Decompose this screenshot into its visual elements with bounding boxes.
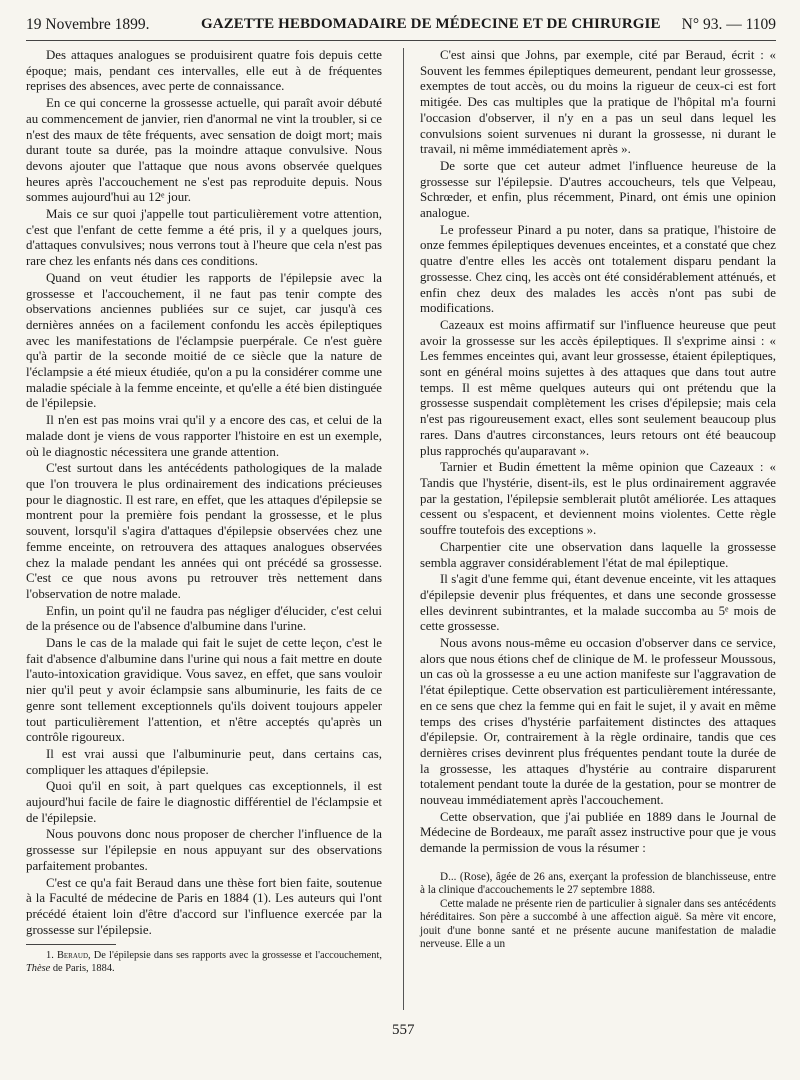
paragraph: Il n'en est pas moins vrai qu'il y a encore des cas, et celui de la malade dont je viens de vous rapporter l'histoire en est un exemple, où le diagnostic nécessitera une grande attention. (26, 413, 382, 459)
issue-number: N° 93. — 1109 (681, 16, 776, 33)
paragraph: En ce qui concerne la grossesse actuelle, qui paraît avoir débuté au commencement de janvier, rien d'anormal ne vint la troubler, si ce n'est des maux de tête fréquents, avec sensation de doigt mort; mais durant toute sa durée, pas la moindre attaque convulsive. Nous devons ajouter que l'attaque que nous avons observée quelques heures après l'accouchement ne s'est pas reproduite depuis. Nous sommes aujourd'hui au 12ᵉ jour. (26, 96, 383, 205)
footnote-marker: 1. (46, 950, 54, 962)
paragraph: Cazeaux est moins affirmatif sur l'influence heureuse que peut avoir la grossesse sur les accès épileptiques. Il s'exprime ainsi : « Les femmes enceintes qui, avant leur grossesse, étaient épileptiques, sont en général moins sujettes à des attaques que dans tout autre temps. Il est même quelques auteurs qui ont prétendu que la grossesse suspendait complètement les crises d'épilepsie; mais cela n'est pas rigoureusement exact, elles sont seulement beaucoup plus rares. Dans d'autres circonstances, leurs retours ont été beaucoup plus rapprochés qu'auparavant ». (420, 317, 776, 458)
paragraph: Quoi qu'il en soit, à part quelques cas exceptionnels, il est aujourd'hui facile de faire le diagnostic différentiel de l'éclampsie et de l'épilepsie. (26, 779, 382, 825)
paragraph: Il s'agit d'une femme qui, étant devenue enceinte, vit les attaques d'épilepsie devenir plus fréquentes, et dans une seconde grossesse elles devinrent subintrantes, et la malade succomba au 5ᵉ mois de cette grossesse. (420, 572, 776, 634)
right-column (420, 48, 776, 951)
paragraph: Dans le cas de la malade qui fait le sujet de cette leçon, c'est le fait d'absence d'albumine dans l'urine qui nous a fait mettre en doute l'auto-intoxication gravidique. Vous savez, en effet, que sans vouloir nier qu'il peut y avoir éclampsie sans albuminurie, les faits de ce genre sont tellement exceptionnels qu'ils doivent toujours appeler tout particulièrement l'attention, et n'être acceptés qu'après un contrôle rigoureux. (26, 636, 382, 745)
paragraph: De sorte que cet auteur admet l'influence heureuse de la grossesse sur l'épilepsie. D'autres accoucheurs, tels que Velpeau, Schrœder, et enfin, plus récemment, Pinard, ont émis une opinion analogue. (420, 158, 776, 221)
paragraph: Tarnier et Budin émettent la même opinion que Cazeaux : « Tandis que l'hystérie, disent-ils, est le plus ordinairement aggravée par la gestation, l'épilepsie semblerait plutôt améliorée. Les attaques cessent ou s'espacent, et deviennent moins violentes. Cette règle souffre toutefois des exceptions ». (420, 460, 776, 538)
paragraph: Enfin, un point qu'il ne faudra pas négliger d'élucider, c'est celui de la présence ou de l'absence d'albumine dans l'urine. (26, 603, 382, 634)
paragraph: Des attaques analogues se produisirent quatre fois depuis cette époque; mais, pendant ces intervalles, elle eut à de fréquentes reprises des absences, avec perte de connaissance. (26, 48, 382, 94)
left-column (26, 48, 382, 975)
journal-title: GAZETTE HEBDOMADAIRE DE MÉDECINE ET DE CHIRURGIE (201, 16, 661, 32)
paragraph: Mais ce sur quoi j'appelle tout particulièrement votre attention, c'est que l'enfant de cette femme a été pris, il y a quelques jours, d'attaques convulsives; nous verrons tout à l'heure que cela n'est pas rare chez les enfants nés dans ces conditions. (26, 207, 382, 269)
case-paragraph: Cette malade ne présente rien de particulier à signaler dans ses antécédents héréditaires. Son père a succombé à une affection aiguë. Sa mère vit encore, jouit d'une bonne santé et ne présente aucune manifestation de maladie nerveuse. Elle a un (420, 898, 776, 950)
paragraph: C'est surtout dans les antécédents pathologiques de la malade que l'on trouvera le plus ordinairement des indications précieuses pour le diagnostic. Il est rare, en effet, que les attaques d'épilepsie se montrent pour la première fois pendant la grossesse, et le plus souvent, lorsqu'il s'agira d'attaques d'épilepsie observées chez une femme enceinte, on retrouvera des attaques analogues observées chez la malade pendant les années qui ont précédé sa grossesse. C'est ce que nous avons pu retrouver très nettement dans l'observation de notre malade. (26, 461, 382, 601)
footnote-author: Beraud, (56, 950, 91, 962)
header-date: 19 Novembre 1899. (26, 16, 150, 33)
paragraph: Le professeur Pinard a pu noter, dans sa pratique, l'histoire de onze femmes épileptiques devenues enceintes, et a constaté que chez quatre d'entre elles les accès ont totalement disparu pendant la grossesse. Chez cinq, les accès ont été considérablement atténués, et enfin chez deux des malades les accès n'ont pas subi de modifications. (420, 222, 776, 316)
header-rule (26, 40, 776, 41)
paragraph: Nous pouvons donc nous proposer de chercher l'influence de la grossesse sur l'épilepsie en nous appuyant sur des observations parfaitement probantes. (26, 827, 382, 873)
footnote-end: de Paris, 1884. (50, 962, 115, 974)
page-number: 557 (392, 1022, 415, 1038)
paragraph: Cette observation, que j'ai publiée en 1889 dans le Journal de Médecine de Bordeaux, me paraît assez instructive pour que je vous demande la permission de vous la résumer : (420, 809, 776, 856)
paragraph: C'est ce qu'a fait Beraud dans une thèse fort bien faite, soutenue à la Faculté de médecine de Paris en 1884 (1). Les auteurs qui l'ont précédé étaient loin d'être d'accord sur l'influence exercée par la grossesse sur l'épilepsie. (26, 875, 382, 937)
footnote-rule (26, 944, 116, 945)
paragraph: Quand on veut étudier les rapports de l'épilepsie avec la grossesse et l'accouchement, il ne faut pas tenir compte des observations anciennes publiées sur ce sujet, car jusqu'à ces dernières années on a facilement confondu les accès épileptiques avec les manifestations de l'éclampsie puerpérale. Ce n'est guère qu'à partir de la seconde moitié de ce siècle que la nature de l'éclampsie a été mieux étudiée, qu'on a pu la considérer comme une maladie spéciale à la femme enceinte, et qu'elle a été bien distinguée de l'épilepsie. (26, 270, 382, 411)
case-paragraph: D... (Rose), âgée de 26 ans, exerçant la profession de blanchisseuse, entre à la clinique d'accouchements le 27 septembre 1888. (420, 870, 776, 897)
footnote-text: De l'épilepsie dans ses rapports avec la grossesse et l'accouchement, (90, 950, 382, 962)
footnote (26, 950, 382, 975)
paragraph: Nous avons nous-même eu occasion d'observer dans ce service, alors que nous étions chef de clinique de M. le professeur Moussous, un cas où la grossesse a eu une action manifeste sur l'aggravation de l'état épileptique. Cette observation est particulièrement intéressante, en ce sens que chez la femme qui en fait le sujet, il y avait en même temps des crises d'hystérie parfaitement distinctes des attaques d'épilepsie. Or, contrairement à la règle ordinaire, tandis que ces dernières crises devinrent plus fréquentes pendant toute la durée de la grossesse, les attaques d'hystérie au contraire disparurent totalement pendant toute la durée de la gestation, pour se montrer de nouveau immédiatement après l'accouchement. (420, 636, 776, 808)
running-header (26, 10, 776, 38)
column-divider (403, 48, 404, 1010)
paragraph: C'est ainsi que Johns, par exemple, cité par Beraud, écrit : « Souvent les femmes épileptiques demeurent, pendant leur grossesse, exemptes de tout accès, ou du moins la rigueur de ceux-ci est fort mitigée. Des cas multiples que la pratique de l'hôpital m'a fourni l'occasion d'observer, il n'y en a pas un seul dans lequel les convulsions soient survenues ni durant la grossesse, ni durant le travail, ni même immédiatement après ». (420, 48, 776, 157)
footnote-italic: Thèse (26, 962, 51, 974)
paragraph: Il est vrai aussi que l'albuminurie peut, dans certains cas, compliquer les attaques d'épilepsie. (26, 746, 382, 777)
paragraph: Charpentier cite une observation dans laquelle la grossesse sembla aggraver considérablement l'état de mal épileptique. (420, 539, 776, 570)
